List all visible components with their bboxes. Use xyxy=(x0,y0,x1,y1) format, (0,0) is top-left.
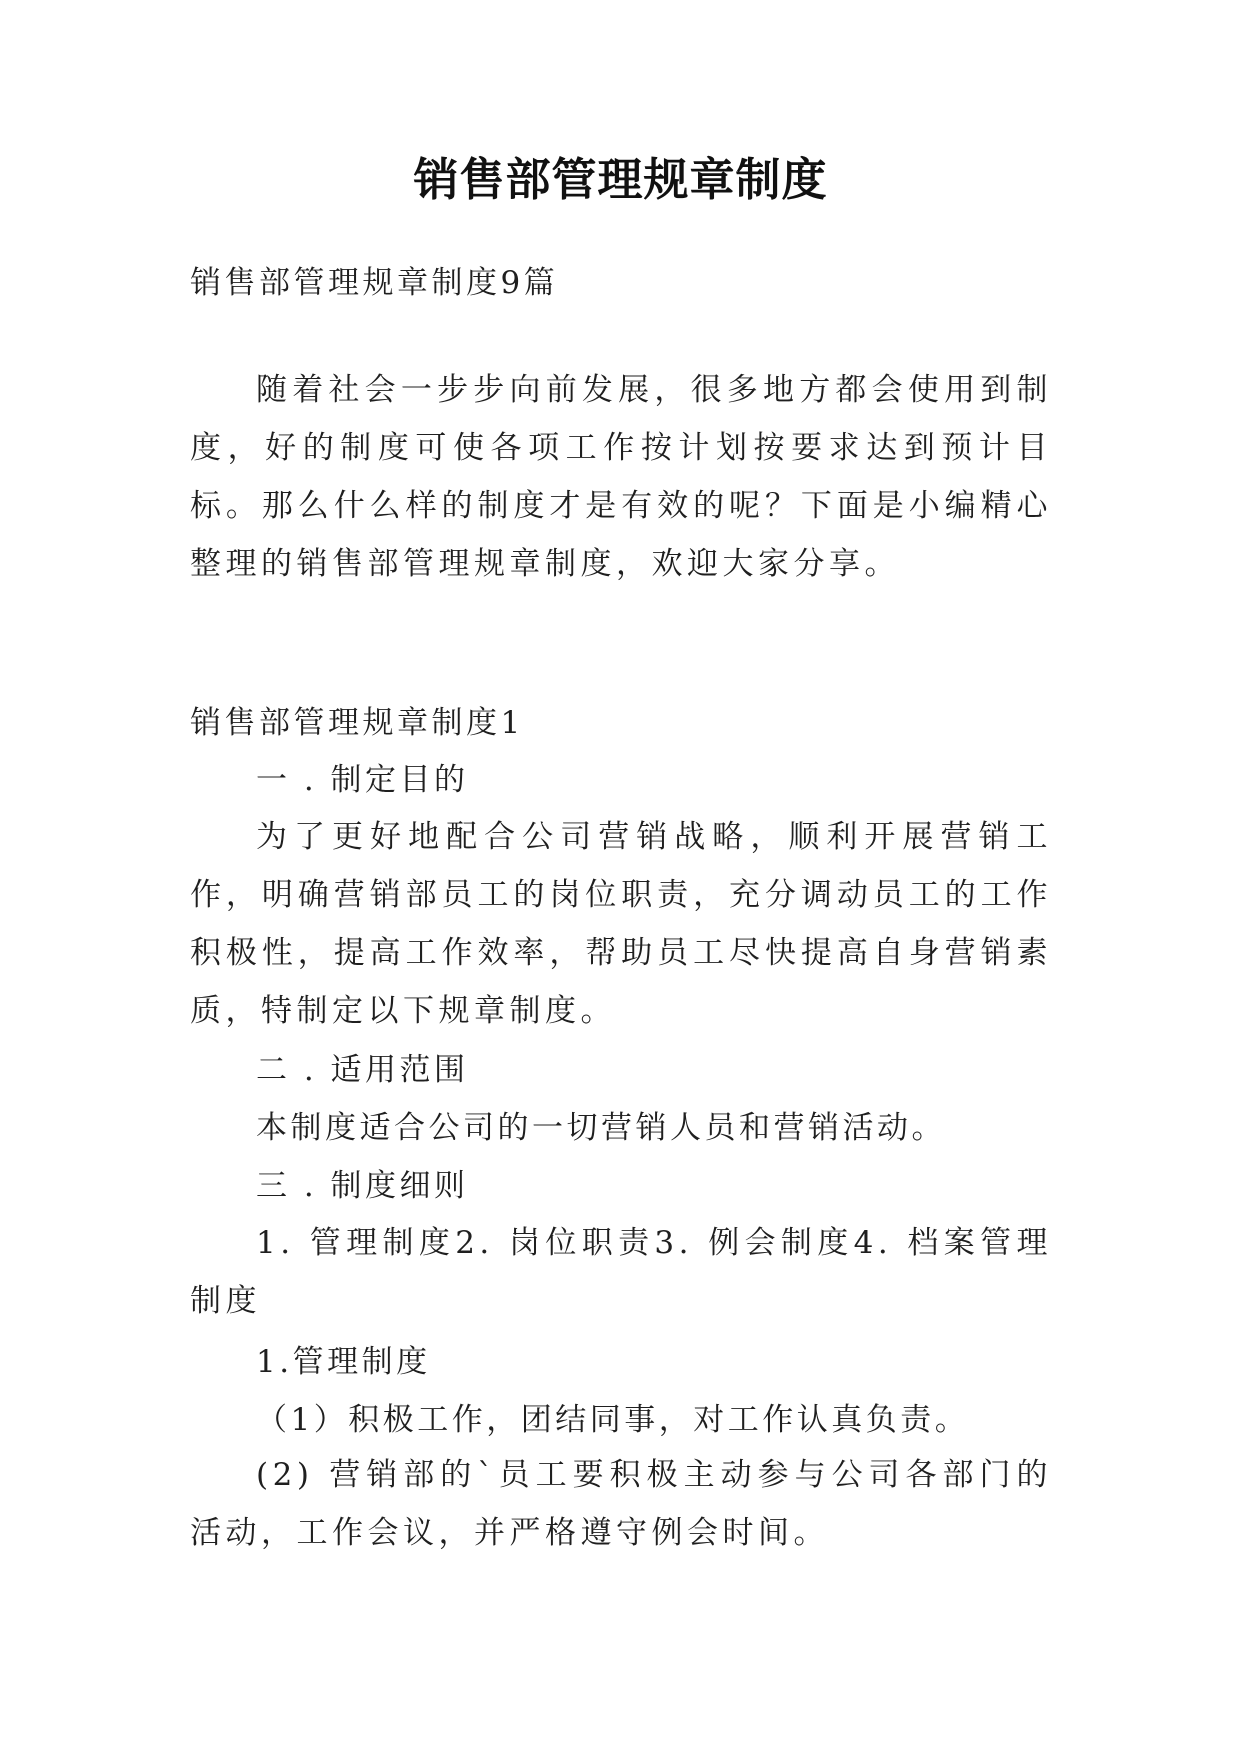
document-subtitle: 销售部管理规章制度9篇 xyxy=(190,265,559,301)
item-2-heading: 二 . 适用范围 xyxy=(256,1052,469,1088)
item-3-list: 1. 管理制度2. 岗位职责3. 例会制度4. 档案管理制度 xyxy=(190,1225,1052,1319)
item-1-heading: 一 . 制定目的 xyxy=(256,762,469,798)
item-2-paragraph: 本制度适合公司的一切营销人员和营销活动。 xyxy=(256,1110,946,1146)
item-1-paragraph: 为了更好地配合公司营销战略，顺利开展营销工作，明确营销部员工的岗位职责，充分调动员工的工作积极性，提高工作效率，帮助员工尽快提高自身营销素质，特制定以下规章制度。 xyxy=(190,819,1052,1029)
item-3-heading: 三 . 制度细则 xyxy=(256,1168,469,1204)
rule-2: (2) 营销部的`员工要积极主动参与公司各部门的活动，工作会议，并严格遵守例会时间。 xyxy=(190,1457,1052,1551)
sub-1-heading: 1.管理制度 xyxy=(256,1344,431,1380)
section-heading: 销售部管理规章制度1 xyxy=(190,705,524,741)
document-title: 销售部管理规章制度 xyxy=(413,153,828,206)
rule-1: （1）积极工作，团结同事，对工作认真负责。 xyxy=(256,1402,970,1438)
intro-paragraph: 随着社会一步步向前发展，很多地方都会使用到制度，好的制度可使各项工作按计划按要求达到预计目标。那么什么样的制度才是有效的呢？下面是小编精心整理的销售部管理规章制度，欢迎大家分享。 xyxy=(190,372,1052,582)
